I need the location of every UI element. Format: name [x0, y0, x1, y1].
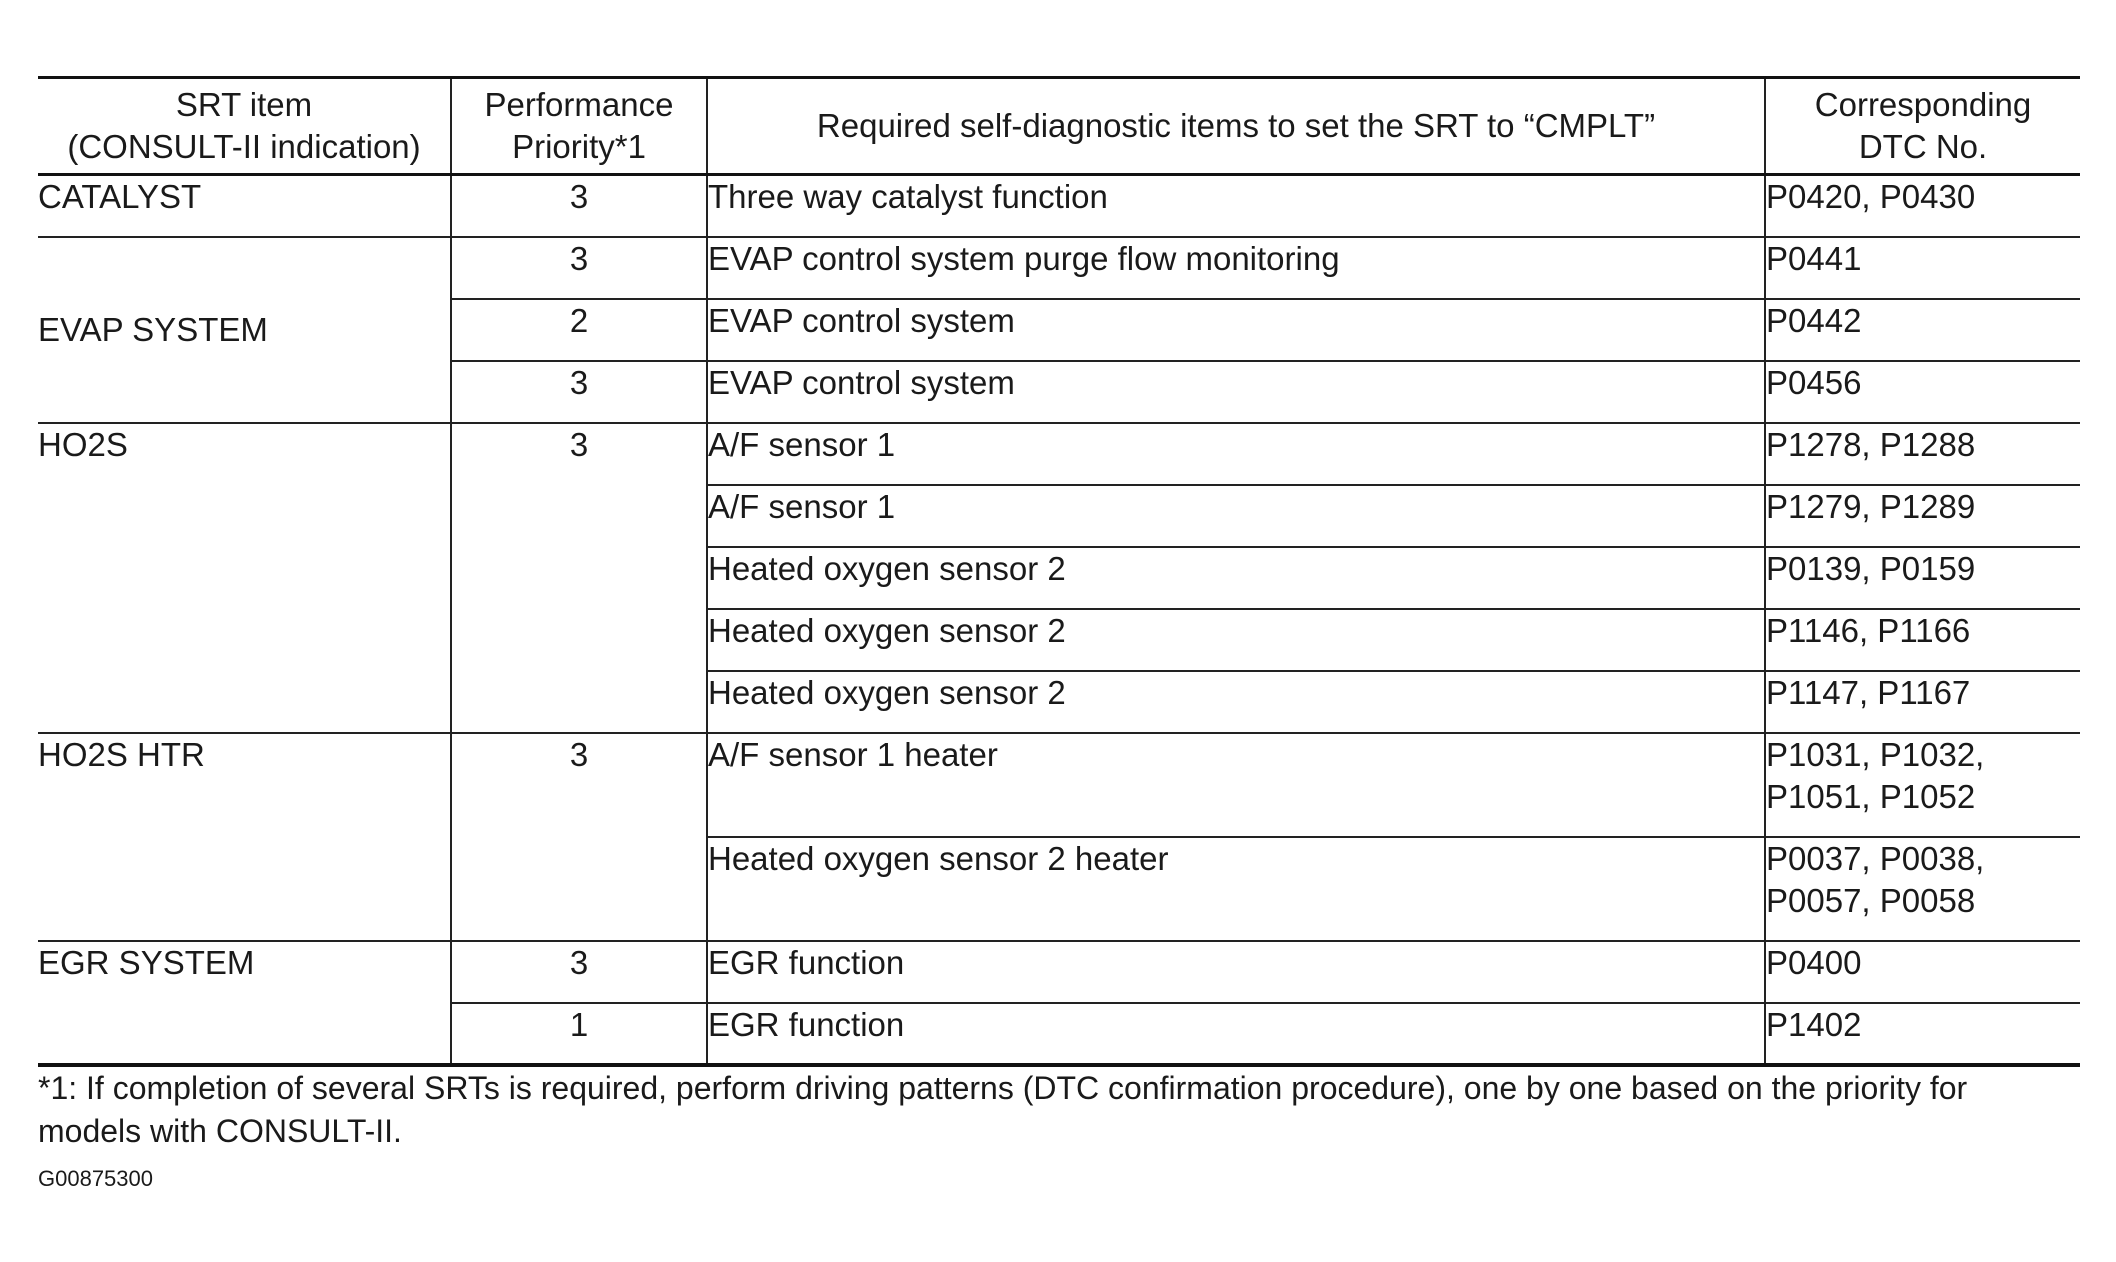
self-diagnostic-item-cell: A/F sensor 1 heater [707, 733, 1765, 837]
priority-cell: 3 [451, 941, 707, 1003]
priority-cell: 3 [451, 237, 707, 299]
dtc-cell: P1146, P1166 [1765, 609, 2080, 671]
header-dtc-no: Corresponding DTC No. [1765, 78, 2080, 175]
dtc-cell: P1031, P1032, P1051, P1052 [1765, 733, 2080, 837]
table-row [38, 423, 2080, 485]
self-diagnostic-item-cell: Heated oxygen sensor 2 heater [707, 837, 1765, 941]
dtc-cell: P1279, P1289 [1765, 485, 2080, 547]
document-body [38, 76, 2080, 1067]
table-row [38, 175, 2080, 237]
dtc-cell: P0139, P0159 [1765, 547, 2080, 609]
srt-item-cell: HO2S HTR [38, 733, 451, 941]
dtc-cell: P1147, P1167 [1765, 671, 2080, 733]
priority-cell: 1 [451, 1003, 707, 1065]
self-diagnostic-item-cell: EGR function [707, 1003, 1765, 1065]
table-row [38, 941, 2080, 1003]
srt-item-cell: EVAP SYSTEM [38, 237, 451, 423]
self-diagnostic-item-cell: EVAP control system purge flow monitoring [707, 237, 1765, 299]
header-priority: Performance Priority*1 [451, 78, 707, 175]
dtc-cell: P0442 [1765, 299, 2080, 361]
self-diagnostic-item-cell: Heated oxygen sensor 2 [707, 671, 1765, 733]
table-row [38, 733, 2080, 837]
srt-item-cell: HO2S [38, 423, 451, 733]
table-row [38, 237, 2080, 299]
self-diagnostic-item-cell: A/F sensor 1 [707, 485, 1765, 547]
srt-table [38, 76, 2080, 1067]
self-diagnostic-item-cell: Heated oxygen sensor 2 [707, 547, 1765, 609]
footnote-line: models with CONSULT-II. [38, 1113, 402, 1149]
self-diagnostic-item-cell: Heated oxygen sensor 2 [707, 609, 1765, 671]
self-diagnostic-item-cell: EVAP control system [707, 361, 1765, 423]
table-header-row [38, 78, 2080, 175]
dtc-cell: P0456 [1765, 361, 2080, 423]
self-diagnostic-item-cell: Three way catalyst function [707, 175, 1765, 237]
priority-cell: 3 [451, 175, 707, 237]
priority-cell: 3 [451, 423, 707, 733]
dtc-cell: P0441 [1765, 237, 2080, 299]
footnote-line: *1: If completion of several SRTs is required, perform driving patterns (DTC confirmation procedure), one by one based on the priority for [38, 1070, 1968, 1106]
priority-cell: 3 [451, 361, 707, 423]
header-srt-item: SRT item (CONSULT-II indication) [38, 78, 451, 175]
footnote [38, 1067, 2088, 1153]
dtc-cell: P1402 [1765, 1003, 2080, 1065]
self-diagnostic-item-cell: A/F sensor 1 [707, 423, 1765, 485]
header-self-diagnostic-items: Required self-diagnostic items to set the SRT to “CMPLT” [707, 78, 1765, 175]
priority-cell: 2 [451, 299, 707, 361]
dtc-cell: P0037, P0038, P0057, P0058 [1765, 837, 2080, 941]
figure-id: G00875300 [38, 1166, 153, 1191]
dtc-cell: P0400 [1765, 941, 2080, 1003]
self-diagnostic-item-cell: EGR function [707, 941, 1765, 1003]
self-diagnostic-item-cell: EVAP control system [707, 299, 1765, 361]
dtc-cell: P1278, P1288 [1765, 423, 2080, 485]
srt-item-cell: CATALYST [38, 175, 451, 237]
srt-item-cell: EGR SYSTEM [38, 941, 451, 1065]
priority-cell: 3 [451, 733, 707, 941]
dtc-cell: P0420, P0430 [1765, 175, 2080, 237]
